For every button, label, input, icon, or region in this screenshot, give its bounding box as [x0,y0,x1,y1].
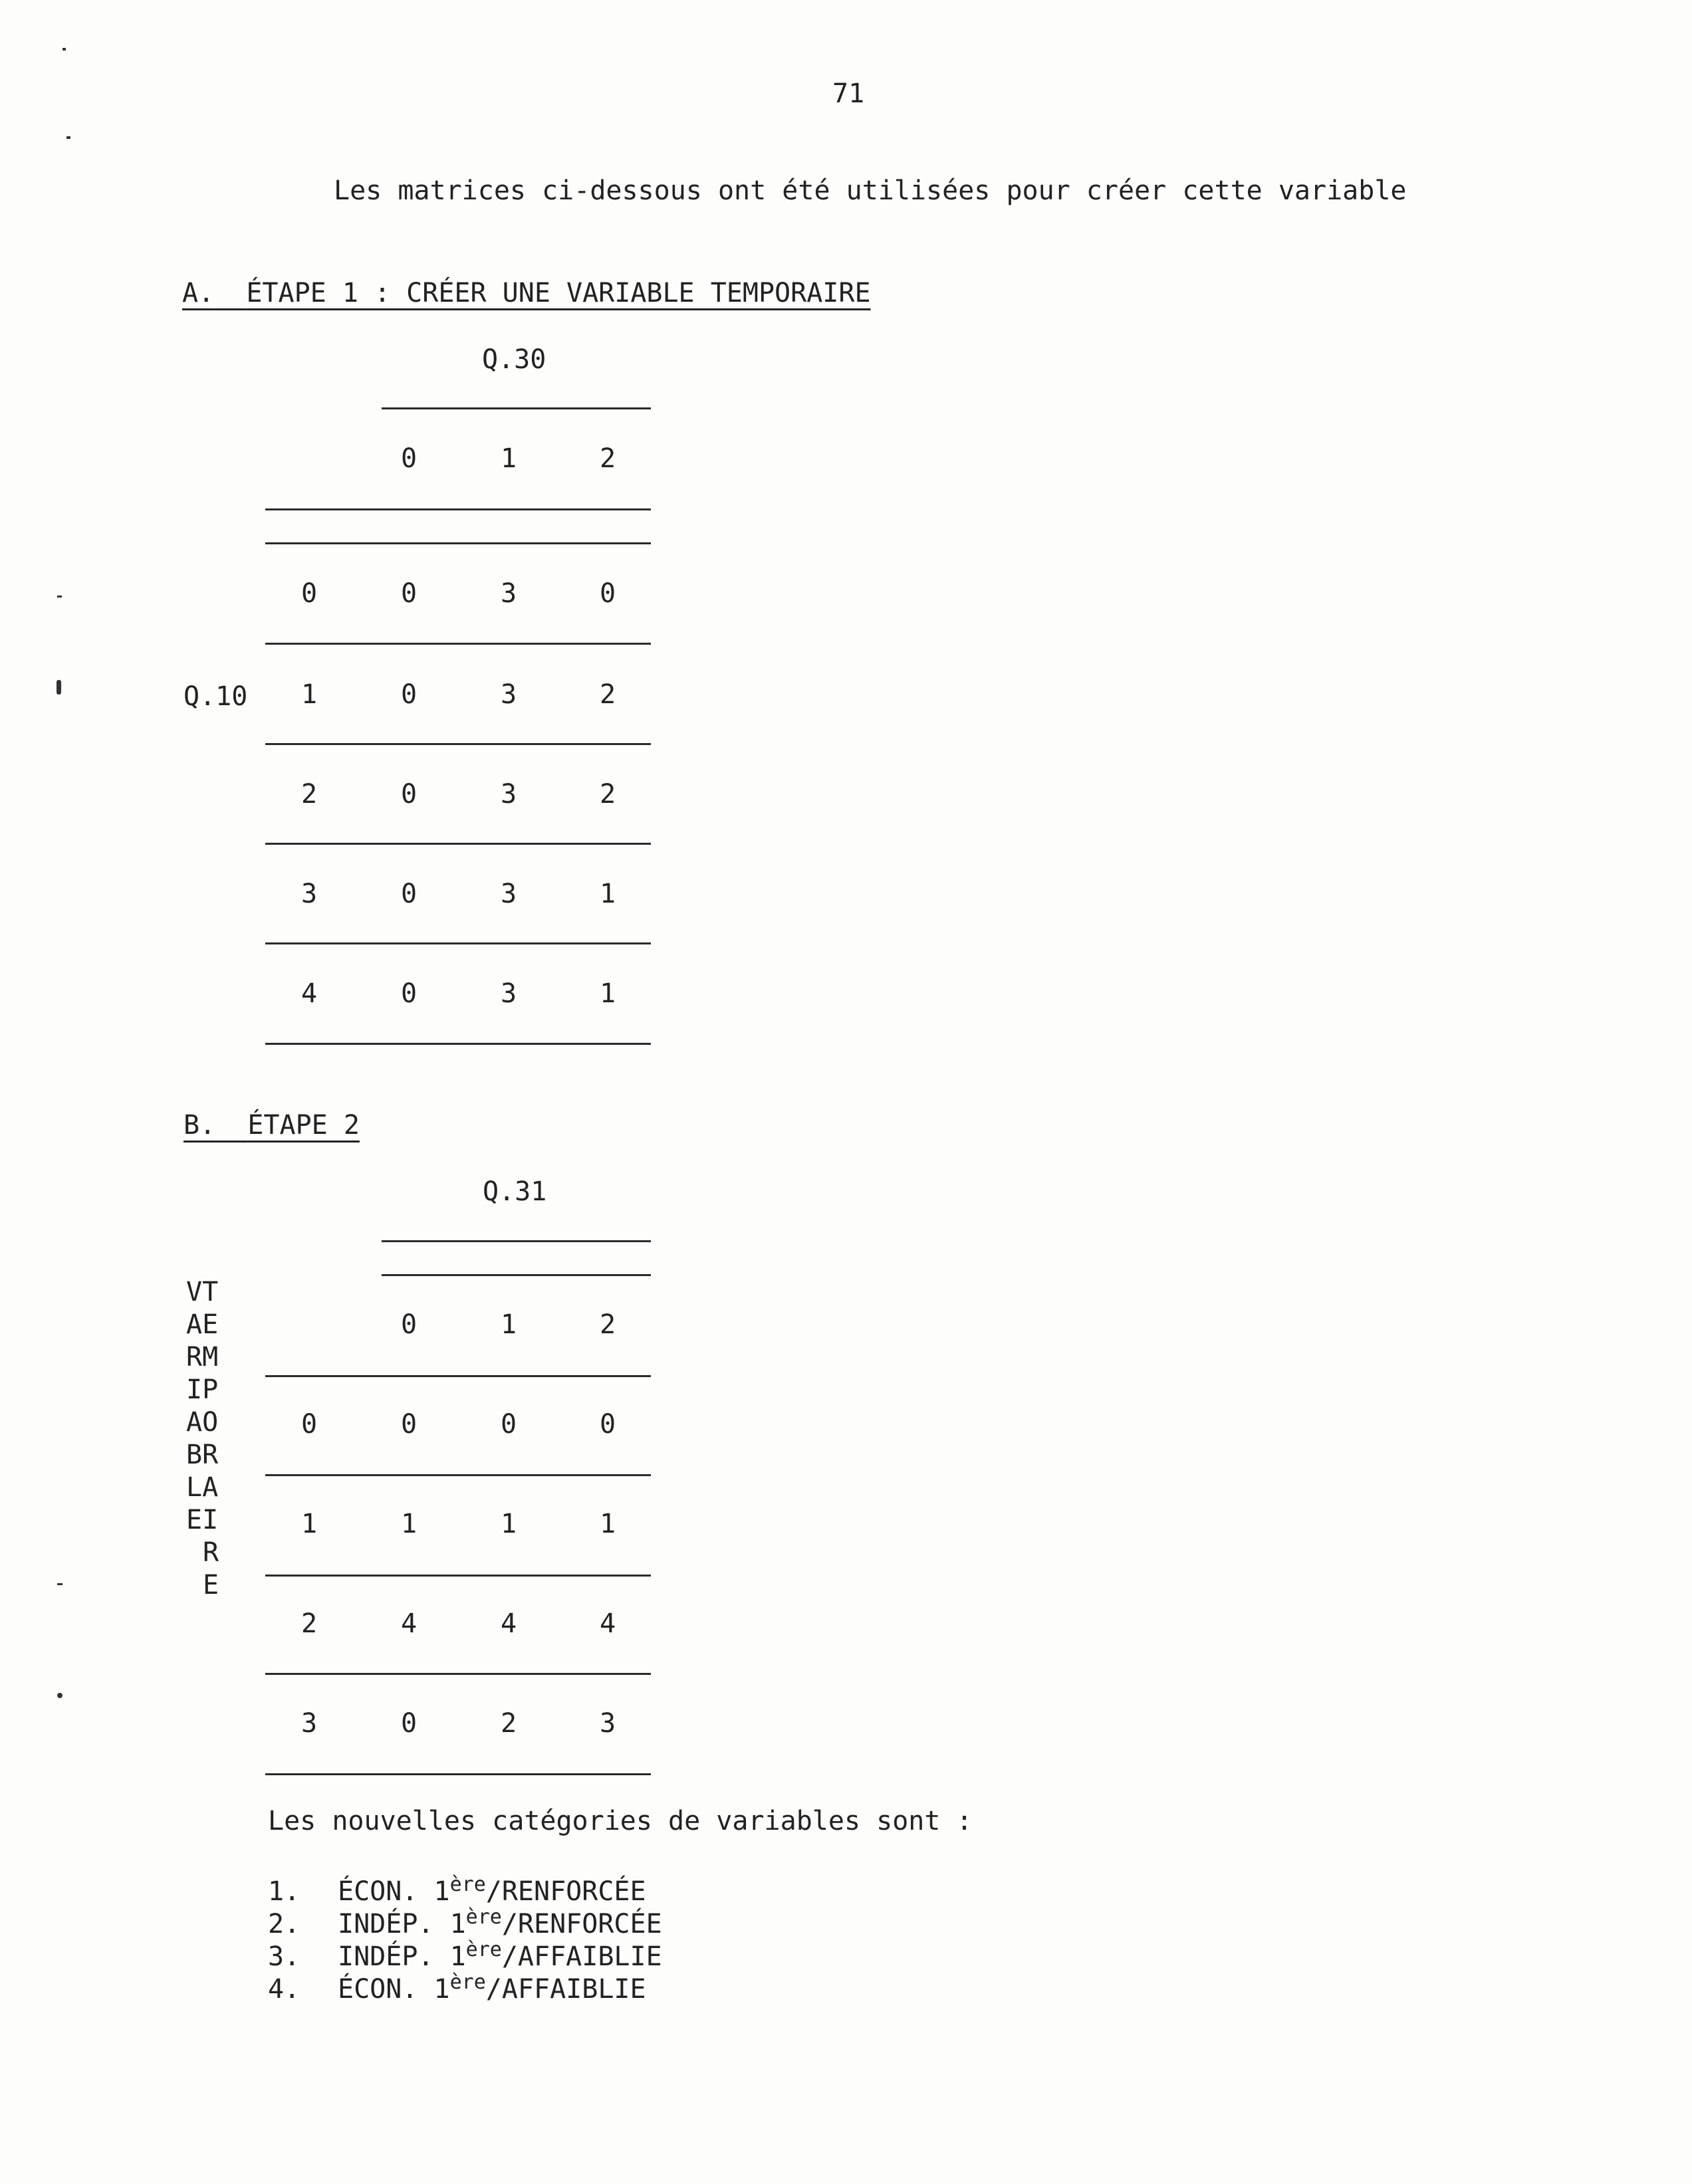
matrix-b-cell: 1 [500,1509,517,1539]
scan-speck [57,1693,62,1698]
section-a-title: ÉTAPE 1 : CRÉER UNE VARIABLE TEMPORAIRE [246,278,871,308]
scan-speck [62,48,66,51]
scan-speck [66,136,70,139]
matrix-a-rule [265,508,651,510]
matrix-a-cell: 0 [400,679,418,710]
matrix-a-cell: 0 [400,779,418,810]
matrix-b-row-var-line: EI [186,1505,219,1535]
category-text: ÉCON. 1 [338,1974,450,2005]
matrix-b-cell: 0 [500,1409,517,1440]
category-number: 4. [268,1974,301,2005]
matrix-b-row-var-line: LA [186,1472,219,1503]
category-superscript: ère [465,1906,502,1929]
matrix-b-cell: 0 [400,1708,418,1739]
matrix-a-rule [265,942,651,944]
category-text-suffix: /RENFORCÉE [501,1909,662,1939]
section-a-heading [182,278,871,308]
matrix-b-rule [265,1575,651,1577]
section-b-letter: B. [183,1110,216,1141]
matrix-a-row-label: 0 [301,578,318,609]
matrix-b-rule [265,1375,651,1377]
matrix-b-cell: 4 [500,1608,517,1639]
scan-speck [57,1583,62,1585]
matrix-a-cell: 1 [599,978,616,1009]
category-text-suffix: /AFFAIBLIE [485,1974,646,2005]
matrix-b-rule [265,1673,651,1675]
matrix-b-row-var [186,1276,219,1602]
matrix-b-row-label: 0 [301,1409,318,1440]
matrix-a-row-var: Q.10 [183,681,248,712]
category-superscript: ère [449,1971,486,1994]
category-number: 1. [268,1876,301,1907]
intro-text [334,175,1407,206]
matrix-b-cell: 0 [400,1409,418,1440]
matrix-a-rule [265,743,651,745]
matrix-b-cell: 4 [599,1608,616,1639]
intro-text-content: Les matrices ci-dessous ont été utilisées pour créer cette variable [334,175,1407,206]
matrix-b-row-label: 3 [301,1708,318,1739]
category-text-suffix: /RENFORCÉE [485,1876,646,1907]
matrix-b-cell: 3 [599,1708,616,1739]
matrix-a-cell: 2 [599,679,616,710]
matrix-b-col-var: Q.31 [483,1176,547,1207]
category-superscript: ère [465,1938,502,1961]
matrix-b-row-var-line: VT [186,1277,219,1307]
matrix-a-cell: 0 [400,978,418,1009]
matrix-a-cell: 2 [599,779,616,810]
matrix-a-rule [265,1043,651,1045]
matrix-b-row-var-line: R [203,1537,219,1568]
matrix-a-cell: 3 [500,879,517,909]
matrix-b-row-label: 1 [301,1509,318,1539]
matrix-a-col-var: Q.30 [482,344,546,375]
matrix-b-row-var-line: IP [186,1374,219,1405]
category-item [268,1971,646,2005]
section-b-heading [183,1110,360,1141]
section-a-letter: A. [182,278,215,308]
matrix-a-col-header: 2 [599,443,616,474]
matrix-b-rule [265,1773,651,1775]
matrix-b-cell: 2 [500,1708,517,1739]
category-item [268,1873,646,1907]
category-text: ÉCON. 1 [338,1876,450,1907]
matrix-a-cell: 0 [599,578,616,609]
matrix-a-rule [382,407,651,409]
matrix-b-row-label: 2 [301,1608,318,1639]
matrix-b-rule [265,1474,651,1476]
matrix-a-rule [265,542,651,544]
matrix-b-row-var-line: RM [186,1342,219,1372]
matrix-a-cell: 3 [500,578,517,609]
matrix-a-cell: 0 [400,578,418,609]
matrix-b-rule [382,1274,651,1276]
matrix-b-col-header: 0 [400,1309,418,1340]
category-number: 2. [268,1909,301,1939]
matrix-a-row-label: 4 [301,978,318,1009]
matrix-a-rule [265,843,651,845]
category-text: INDÉP. 1 [338,1941,466,1972]
matrix-b-cell: 4 [400,1608,418,1639]
matrix-b-row-var-line: AO [186,1407,219,1438]
section-b-title: ÉTAPE 2 [247,1110,360,1141]
matrix-b-cell: 1 [400,1509,418,1539]
matrix-b-col-header: 1 [500,1309,517,1340]
matrix-b-cell: 1 [599,1509,616,1539]
matrix-b-rule [382,1240,651,1242]
matrix-a-row-label: 3 [301,879,318,909]
matrix-a-cell: 3 [500,978,517,1009]
category-superscript: ère [449,1873,486,1896]
category-number: 3. [268,1941,301,1972]
categories-intro: Les nouvelles catégories de variables sont : [268,1806,973,1836]
matrix-a-col-header: 0 [400,443,418,474]
matrix-b-cell: 0 [599,1409,616,1440]
matrix-a-row-label: 2 [301,779,318,810]
matrix-b-row-var-line: BR [186,1440,219,1470]
matrix-a-row-label: 1 [301,679,318,710]
matrix-b-row-var-line: E [203,1570,219,1600]
matrix-a-rule [265,643,651,645]
matrix-a-cell: 1 [599,879,616,909]
scan-speck [57,596,62,598]
category-item [268,1906,662,1939]
category-text: INDÉP. 1 [338,1909,466,1939]
matrix-b-col-header: 2 [599,1309,616,1340]
matrix-a-col-header: 1 [500,443,517,474]
page-number: 71 [832,78,865,109]
category-item [268,1938,662,1972]
matrix-a-cell: 3 [500,679,517,710]
matrix-a-cell: 3 [500,779,517,810]
matrix-b-row-var-line: AE [186,1309,219,1340]
matrix-a-cell: 0 [400,879,418,909]
category-text-suffix: /AFFAIBLIE [501,1941,662,1972]
scan-speck [57,680,61,695]
